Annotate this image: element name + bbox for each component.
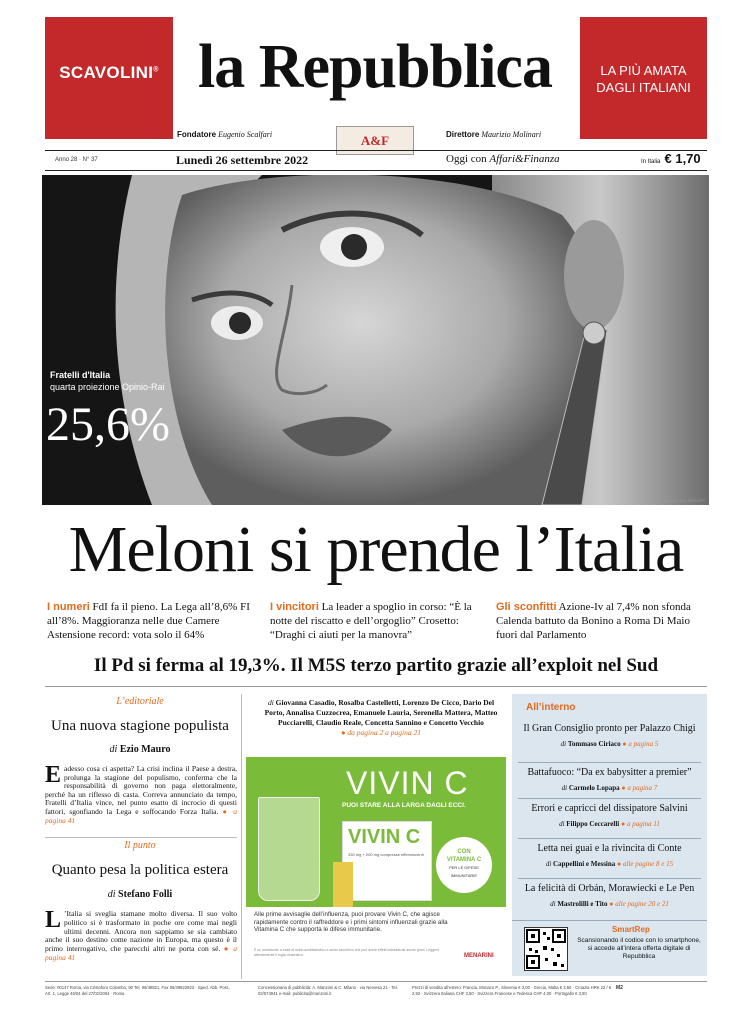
- glass-illustration: [258, 797, 320, 901]
- editorial-title[interactable]: Una nuova stagione populista: [51, 718, 229, 734]
- editorial-kicker: L’editoriale: [116, 696, 164, 707]
- hero-percent: 25,6%: [46, 398, 170, 451]
- bylines-pages[interactable]: da pagina 2 a pagina 21: [347, 728, 421, 737]
- promo-line-2: DAGLI ITALIANI: [596, 80, 691, 95]
- af-logo[interactable]: A&F: [336, 126, 414, 155]
- smartrep-title: SmartRep: [612, 925, 650, 934]
- issue-date: Lunedì 26 settembre 2022: [176, 153, 309, 167]
- bylines: di Giovanna Casadio, Rosalba Castelletti, Lorenzo De Cicco, Dario Del Porto, Annalisa Cuzzocrea, Emanuele Lauria, Serenella Mattera, Matteo Pucciarelli, Claudio Reale, Concetta Sannino e Concetto Vecchio ● da pagina 2 a pagina 21: [264, 698, 498, 737]
- scavolini-ad[interactable]: SCAVOLINI®: [45, 17, 173, 139]
- right-promo-box[interactable]: [580, 17, 707, 139]
- ad-tagline: PUOI STARE ALLA LARGA DAGLI ECCI.: [342, 802, 466, 809]
- promo-line-1: LA PIÙ AMATA: [600, 63, 687, 78]
- smartrep-text: Scansionando il codice con lo smartphone, si accede all’intera offerta digitale di Repubblica: [577, 937, 701, 960]
- qr-code[interactable]: [524, 927, 568, 971]
- footer-prices: Prezzi di vendita all’estero: Francia, Monaco P., Slovenia € 3,00 · Grecia, Malta € 3,50 · Croazia HRK 22 / € 2,92 · Svizzera Italiana CHF 3,50 · Svizzera Francese e Tedesca CHF 4,00 · Portogallo € 3,50: [412, 985, 612, 996]
- ad-maker: MENARINI: [464, 953, 494, 959]
- founder-line: Fondatore Eugenio Scalfari: [177, 130, 273, 139]
- subheadline[interactable]: Il Pd si ferma al 19,3%. Il M5S terzo partito grazie all’exploit nel Sud: [93, 655, 659, 676]
- footer-address: Sede: 00147 Roma, via Cristoforo Colombo, 90 Tel. 06/49821, Fax 06/49822923 · Sped. Abb. Post., Art. 1, Legge 46/04 del 27/02/2004 · Roma: [45, 985, 231, 996]
- footer-badge: M2: [616, 985, 623, 991]
- scavolini-logo-text: SCAVOLINI: [59, 63, 154, 82]
- vivin-c-ad[interactable]: [246, 757, 506, 973]
- punto-title[interactable]: Quanto pesa la politica estera: [51, 862, 229, 878]
- ad-smallprint: È un medicinale a base di acido acetilsalicilico e acido ascorbico che può avere effetti indesiderati anche gravi. Leggere attentamente il foglio illustrativo.: [254, 948, 440, 957]
- hero-party: Fratelli d'Italia: [50, 370, 111, 380]
- main-headline[interactable]: Meloni si prende l’Italia: [68, 513, 684, 586]
- inside-box: [512, 694, 707, 976]
- issue-number: Anno 28 · N° 37: [55, 157, 98, 163]
- footer-advertising: Concessionaria di pubblicità: A. Manzoni & C. Milano · via Nervesa 21 · Tel. 02/574941 e-mail: publicita@manzoni.it: [258, 985, 398, 996]
- editorial-body: Eadesso cosa ci aspetta? La crisi inclina il Paese a destra, prolunga la stagione del populismo, conferma che la responsabilità di governo non paga elettoralmente, perché ha un riflesso di casta. Correva annunciato da tempo, Fratelli d’Italia vince, nel punto esatto di incrocio di questi fattori, sgonfiando la Lega e soffocando Forza Italia. ● a pagina 41: [45, 762, 237, 825]
- summary-numbers[interactable]: I numeri FdI fa il pieno. La Lega all’8,6% FI all’8%. Maggioranza nelle due Camere Astensione record: vota solo il 64%: [47, 601, 250, 641]
- punto-author: di Stefano Folli: [107, 889, 173, 900]
- supplement-line: Oggi con Affari&Finanza: [446, 153, 560, 165]
- inside-item-1[interactable]: Il Gran Consiglio pronto per Palazzo Chigi di Tommaso Ciriaco ● a pagina 5: [523, 723, 696, 748]
- portrait-illustration: [42, 175, 709, 505]
- summary-losers[interactable]: Gli sconfitti Azione-Iv al 7,4% non sfonda Calenda battuto da Bonino a Roma Di Maio fuori dal Parlamento: [496, 601, 691, 641]
- hero-photo[interactable]: [42, 175, 709, 505]
- inside-item-5[interactable]: La felicità di Orbán, Morawiecki e Le Pen di Mastrolilli e Tito ● alle pagine 20 e 21: [524, 883, 695, 908]
- qr-code-icon: [525, 928, 567, 970]
- ad-body: Alle prime avvisaglie dell’influenza, puoi provare Vivin C, che agisce rapidamente contro il raffreddore e i primi sintomi influenzali grazie alla Vitamina C che supporta le difese immunitarie.: [254, 911, 448, 933]
- punto-dropcap: L: [45, 907, 62, 933]
- editorial-dropcap: E: [45, 762, 62, 788]
- punto-body: L ’Italia si sveglia stamane molto diversa. Il suo volto politico si è trasformato in poche ore come mai negli ultimi decenni. Ancora non sappiamo se sia cambiato anche il suo destino come nazione in Europa, ma questo è il primo interrogativo, che parecchi altri ne porta con sé. ● a pagina 41: [45, 907, 238, 962]
- summary-winners[interactable]: I vincitori La leader a spoglio in corso: “È la notte del riscatto e dell’orgoglio” Crosetto: “Draghi ci aiuti per la manovra”: [270, 601, 472, 641]
- masthead[interactable]: la Repubblica: [198, 33, 552, 101]
- editorial-author: di Ezio Mauro: [109, 744, 171, 755]
- inside-item-3[interactable]: Errori e capricci del dissipatore Salvini di Filippo Ceccarelli ● a pagina 11: [531, 803, 688, 828]
- director-line: Direttore Maurizio Molinari: [446, 130, 542, 139]
- inside-item-4[interactable]: Letta nei guai e la rivincita di Conte di Cappellini e Messina ● alle pagine 8 e 15: [537, 843, 682, 868]
- price: In Italia € 1,70: [641, 151, 701, 166]
- vitamin-badge: CON VITAMINA C PER LE DIFESE IMMUNITARIE: [436, 837, 492, 893]
- punto-kicker: Il punto: [124, 840, 156, 851]
- photo-credit: ANDREAS SOLARO/AFP: [658, 498, 705, 503]
- hero-projection: quarta proiezione Opinio-Rai: [50, 382, 165, 392]
- editorial-page-ref[interactable]: a pagina 41: [45, 806, 237, 825]
- product-box: VIVIN C 330 mg + 200 mg compresse effervescenti: [342, 821, 432, 901]
- inside-title: All’interno: [526, 702, 576, 713]
- inside-item-2[interactable]: Battafuoco: “Da ex babysitter a premier” di Carmelo Lopapa ● a pagina 7: [527, 767, 692, 792]
- punto-page-ref[interactable]: a pagina 41: [45, 944, 238, 962]
- ad-brand: VIVIN C: [346, 765, 469, 801]
